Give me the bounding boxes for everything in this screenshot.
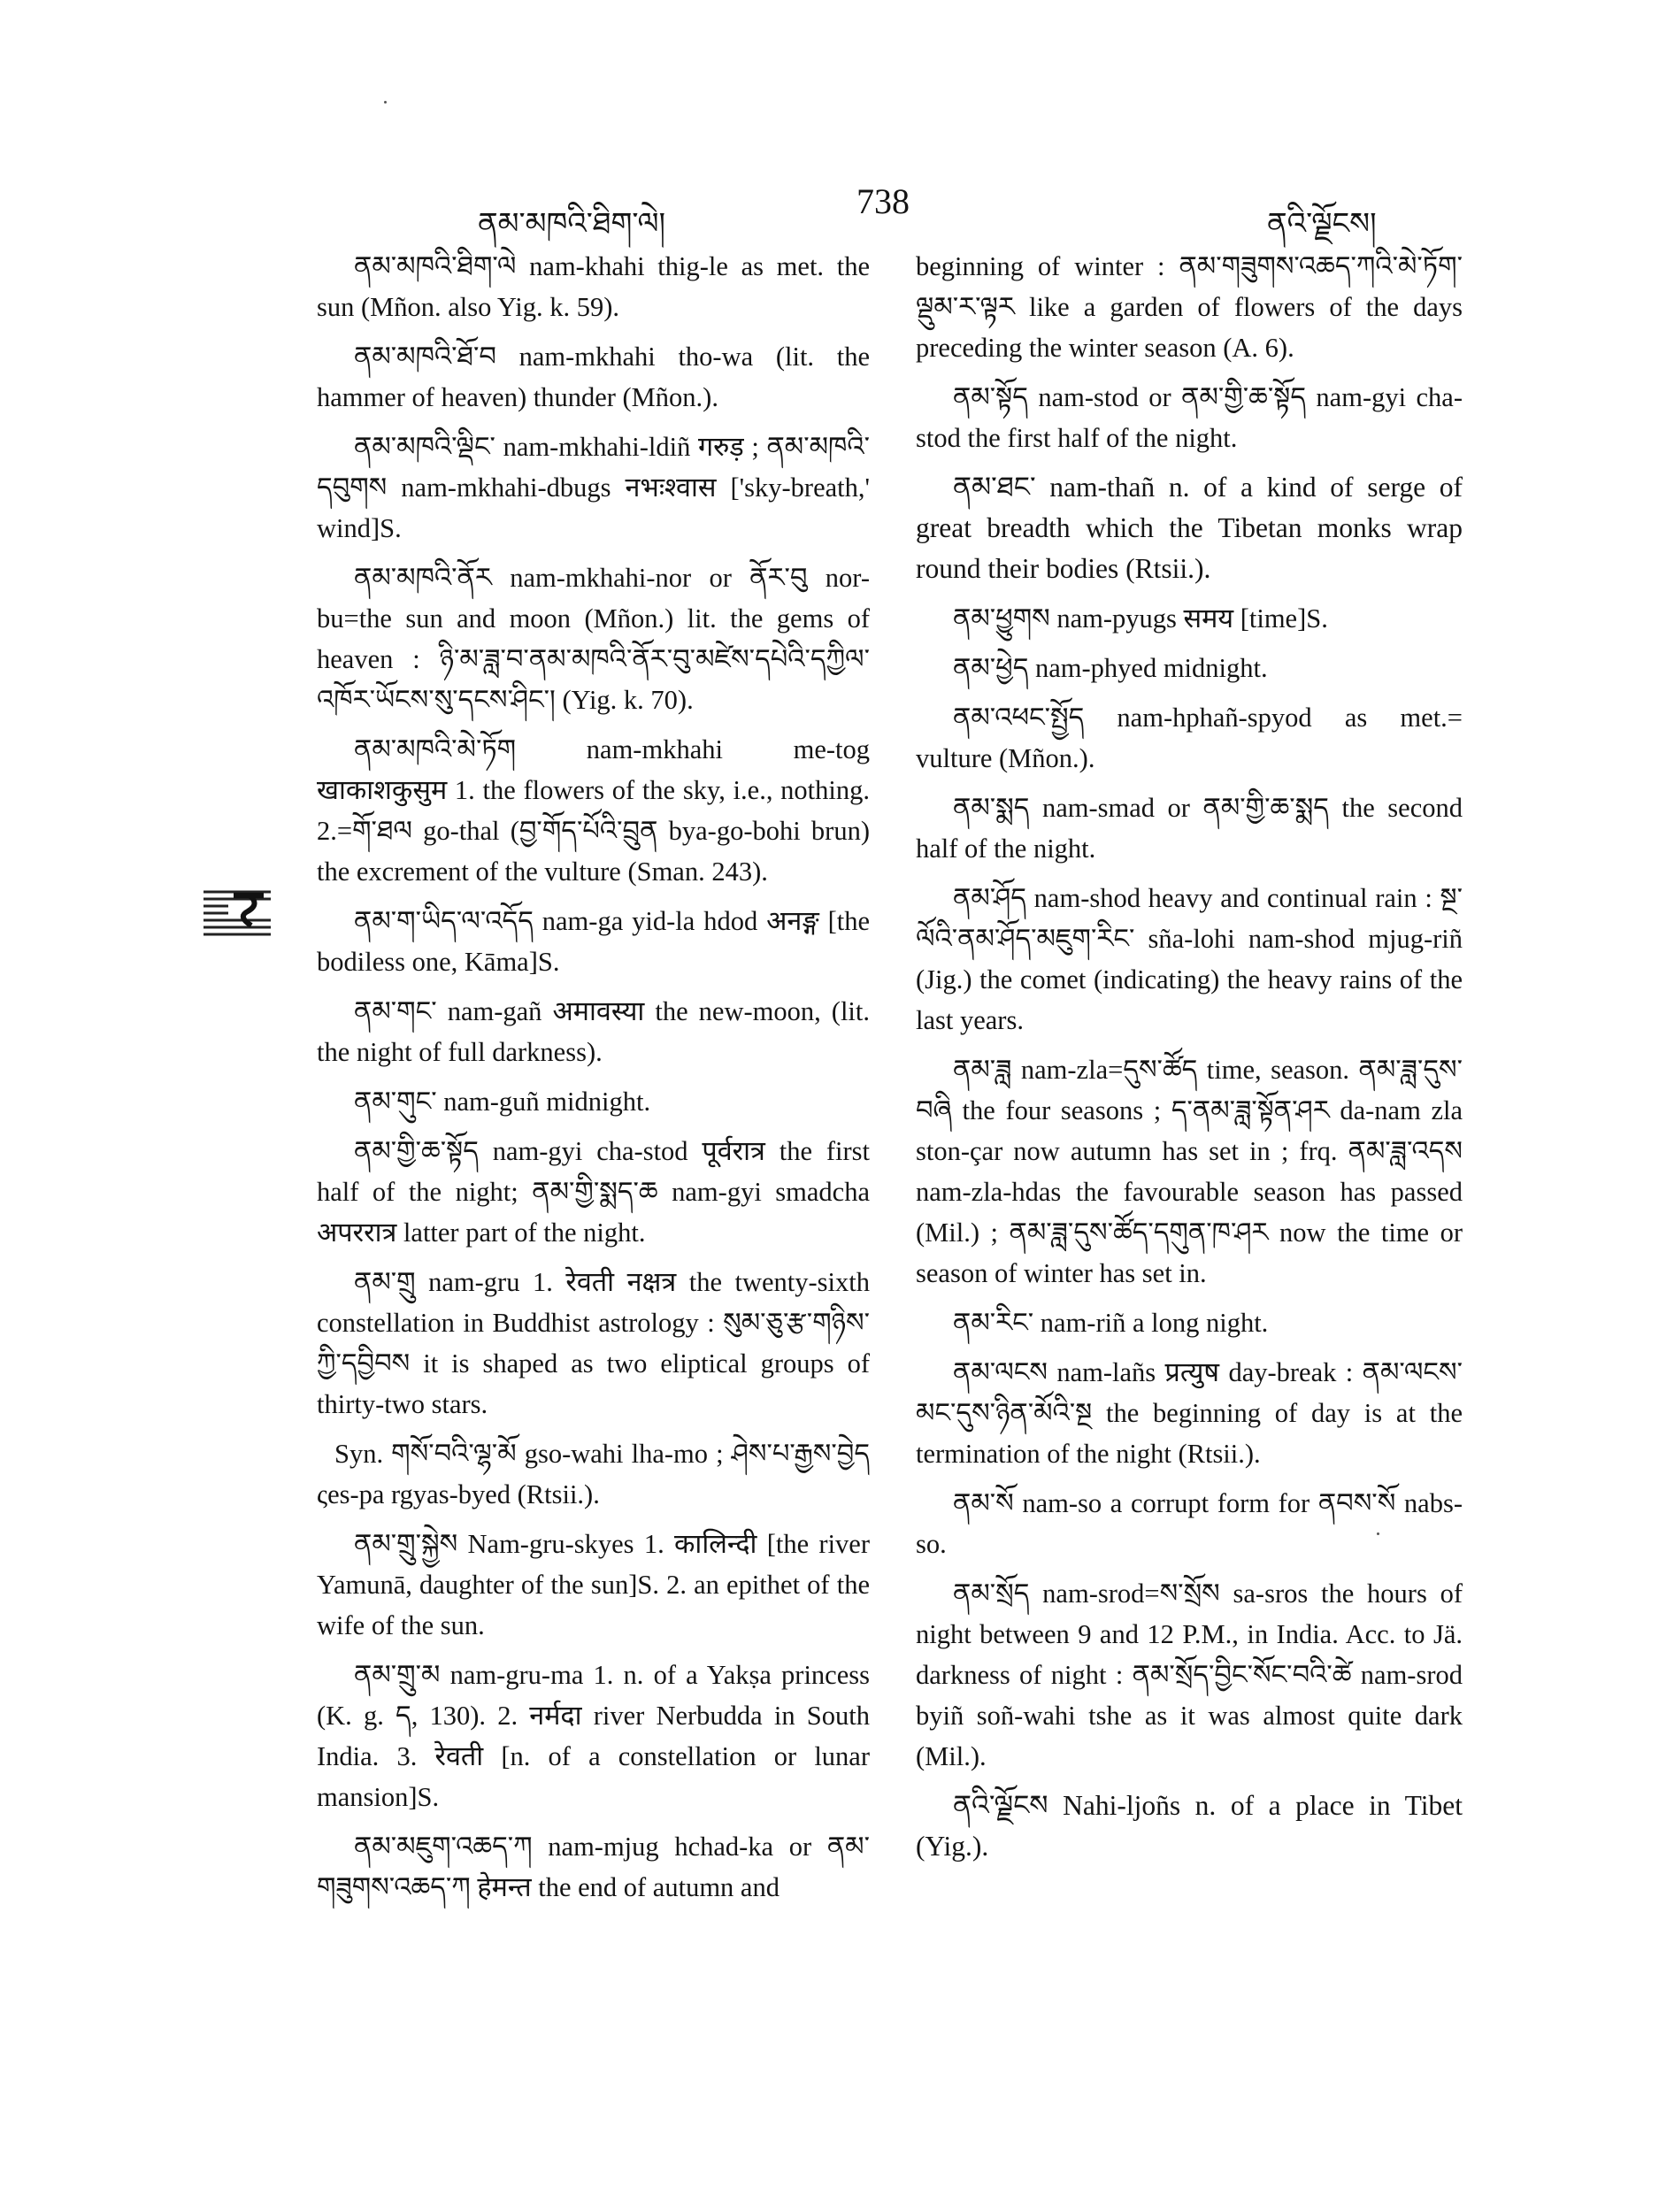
header-right-guide-word: ནའི་ལྗོངས། xyxy=(1267,206,1377,242)
dictionary-entry: ནམ་ཕྱེད nam-phyed midnight. xyxy=(953,653,1268,683)
dictionary-entry: ནམ་གྱི་ཆ་སྟོད nam-gyi cha-stod पूर्वरात्र the first half of the night; ནམ་གྱི་སྨད་ཆ nam-gyi smadcha अपररात्र latter part of the night. xyxy=(317,1136,870,1248)
dictionary-entry: ནམ་གྲུ་མ nam-gru-ma 1. n. of a Yakṣa princess (K. g. ད, 130). 2. नर्मदा river Nerbudda in South India. 3. रेवती [n. of a constellation or lunar mansion]S. xyxy=(317,1660,870,1812)
dictionary-entry: ནམ་གུང་ nam-guñ midnight. xyxy=(354,1087,651,1117)
dictionary-entry: ནམ་མཁའི་ཐོ་བ nam-mkhahi tho-wa (lit. the hammer of heaven) thunder (Mñon.). xyxy=(317,342,870,412)
ink-speck xyxy=(1377,1532,1379,1535)
dictionary-entry: ནམ་ལངས nam-lañs प्रत्युष day-break : ནམ་ལངས་མང་དུས་ཉིན་མོའི་སྔ the beginning of day is at the termination of the night (Rtsii.). xyxy=(916,1357,1463,1469)
dictionary-entry: ནམ་སྲོད nam-srod=ས་སྲོས sa-sros the hours of night between 9 and 12 P.M., in India. Acc. to Jä. darkness of night : ནམ་སྲོད་བྱིང་སོང་བའི་ཚེ nam-srod byiñ soñ-wahi tshe as it was almost quite dark (Mil.). xyxy=(916,1578,1463,1771)
dictionary-entry: ནམ་གང་ nam-gañ अमावस्या the new-moon, (lit. the night of full darkness). xyxy=(317,996,870,1067)
dictionary-entry: ནམ་ཟླ nam-zla=དུས་ཚོད time, season. ནམ་ཟླ་དུས་བཞི the four seasons ; ད་ནམ་ཟླ་སྟོན་ཤར da-nam zla ston-çar now autumn has set in ; frq. ནམ་ཟླ་འདས nam-zla-hdas the favourable season has passed (Mil.) ; ནམ་ཟླ་དུས་ཚོད་དགུན་ཁ་ཤར now the time or season of winter has set in. xyxy=(916,1055,1463,1288)
dictionary-entry: ནམ་སྨད nam-smad or ནམ་གྱི་ཆ་སྨད the second half of the night. xyxy=(916,793,1463,864)
dictionary-entry: ནམ་མཁའི་ཐིག་ལེ nam-khahi thig-le as met. the sun (Mñon. also Yig. k. 59). xyxy=(317,251,870,322)
synonym-line: Syn. གསོ་བའི་ལྷ་མོ gso-wahi lha-mo ; ཤེས་པ་རྒྱས་བྱེད ςes-pa rgyas-byed (Rtsii.). xyxy=(317,1439,870,1509)
dictionary-entry: ནམ་མཇུག་འཆད་ཀ nam-mjug hchad-ka or ནམ་གཟུགས་འཆད་ཀ हेमन्त the end of autumn and xyxy=(317,1832,870,1902)
page-number: 738 xyxy=(856,181,910,221)
section-letter-marker-icon xyxy=(202,887,273,936)
dictionary-entry: ནམ་ཕྱུགས nam-pyugs समय [time]S. xyxy=(953,603,1328,634)
dictionary-entry: ནམ་མཁའི་ནོར nam-mkhahi-nor or ནོར་བུ nor-bu=the sun and moon (Mñon.) lit. the gems of heaven : ཉི་མ་ཟླ་བ་ནམ་མཁའི་ནོར་བུ་མཛེས་དཔེའི་དཀྱིལ་འཁོར་ཡོངས་སུ་དངས་ཤིང་། (Yig. k. 70). xyxy=(317,563,870,715)
dictionary-entry: ནམ་ཤོད nam-shod heavy and continual rain : སྔ་ལོའི་ནམ་ཤོད་མཇུག་རིང་ sña-lohi nam-shod mjug-riñ (Jig.) the comet (indicating) the heavy rains of the last years. xyxy=(916,883,1463,1035)
dictionary-entry-continued: beginning of winter : ནམ་གཟུགས་འཆད་ཀའི་མེ་ཏོག་ལྡུམ་ར་ལྟར like a garden of flowers of the days preceding the winter season (A. 6). xyxy=(916,251,1463,363)
dictionary-headword-entry: ནམ་ཐང་ nam-thañ n. of a kind of serge of great breadth which the Tibetan monks wrap round their bodies (Rtsii.). xyxy=(916,472,1463,584)
dictionary-entry: ནམ་གྲུ་སྐྱེས Nam-gru-skyes 1. कालिन्दी [the river Yamunā, daughter of the sun]S. 2. an epithet of the wife of the sun. xyxy=(317,1529,870,1640)
ink-speck xyxy=(384,101,387,104)
dictionary-entry: ནམ་སོ nam-so a corrupt form for ནབས་སོ nabs-so. xyxy=(916,1488,1463,1559)
dictionary-headword-entry: ནའི་ལྗོངས Nahi-ljoñs n. of a place in Tibet (Yig.). xyxy=(916,1790,1463,1862)
dictionary-entry: ནམ་འཕང་སྤྱོད nam-hphañ-spyod as met.= vulture (Mñon.). xyxy=(916,703,1463,773)
left-column xyxy=(317,246,870,1916)
dictionary-entry: ནམ་གྲུ nam-gru 1. रेवती नक्षत्र the twenty-sixth constellation in Buddhist astrology : སུམ་ཅུ་རྩ་གཉིས་ཀྱི་དབྱིབས it is shaped as two eliptical groups of thirty-two stars. xyxy=(317,1267,870,1419)
dictionary-entry: ནམ་མཁའི་ལྡིང་ nam-mkhahi-ldiñ गरुड़ ; ནམ་མཁའི་དབུགས nam-mkhahi-dbugs नभःश्वास ['sky-breath,' wind]S. xyxy=(317,432,870,543)
dictionary-entry: ནམ་རིང་ nam-riñ a long night. xyxy=(953,1308,1269,1338)
running-head xyxy=(0,173,1659,242)
dictionary-entry: ནམ་མཁའི་མེ་ཏོག nam-mkhahi me-tog खाकाशकुसुम 1. the flowers of the sky, i.e., nothing. 2.=གོ་ཐལ go-thal (བྱ་གོད་པོའི་བྲུན bya-go-bohi brun) the excrement of the vulture (Sman. 243). xyxy=(317,734,870,887)
header-left-guide-word: ནམ་མཁའི་ཐིག་ལེ། xyxy=(478,206,666,242)
right-column xyxy=(916,246,1463,1876)
dictionary-entry: ནམ་སྟོད nam-stod or ནམ་གྱི་ཆ་སྟོད nam-gyi cha-stod the first half of the night. xyxy=(916,382,1463,453)
dictionary-entry: ནམ་ག་ཡིད་ལ་འདོད nam-ga yid-la hdod अनङ्ग [the bodiless one, Kāma]S. xyxy=(317,906,870,977)
